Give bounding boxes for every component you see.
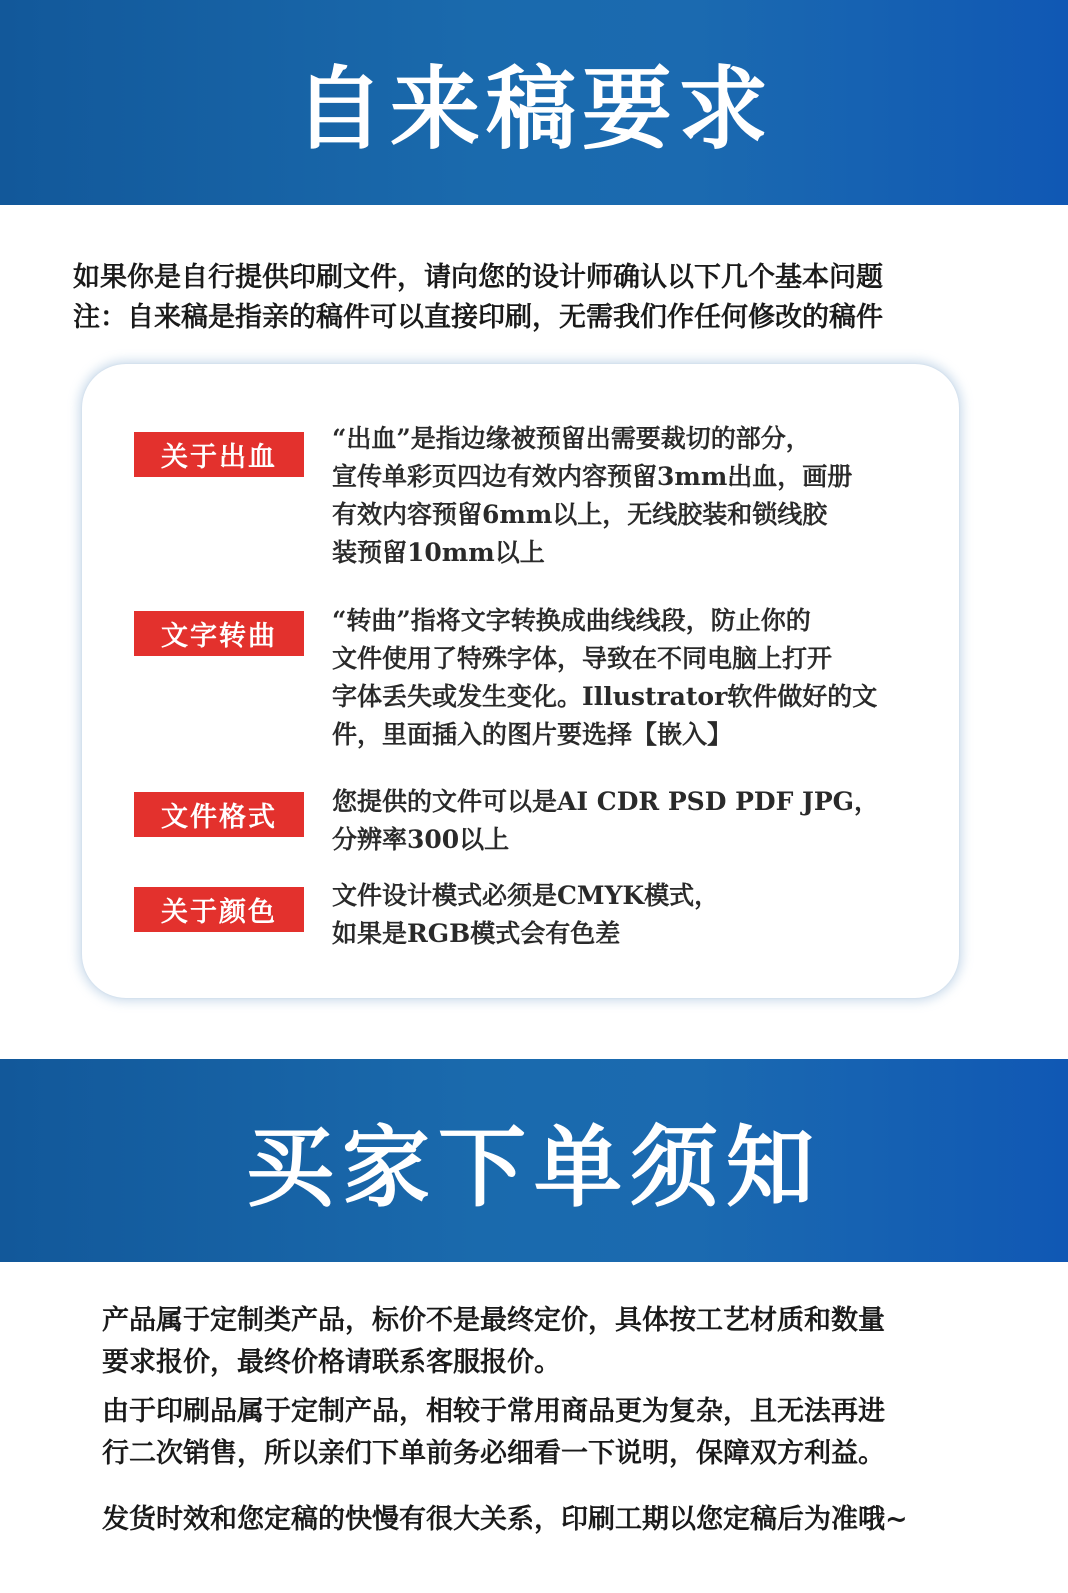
notice-line: 由于印刷品属于定制产品，相较于常用商品更为复杂，且无法再进 bbox=[102, 1396, 885, 1427]
requirement-desc-bleed bbox=[332, 420, 957, 572]
tag-bleed: 关于出血 bbox=[134, 432, 304, 477]
top-banner bbox=[0, 0, 1068, 205]
section-title-buyer-notice: 买家下单须知 bbox=[245, 1115, 822, 1219]
desc-line: 装预留10mm以上 bbox=[332, 538, 545, 567]
notice-line: 行二次销售，所以亲们下单前务必细看一下说明，保障双方利益。 bbox=[102, 1438, 885, 1469]
buyer-notes bbox=[102, 1300, 982, 1541]
desc-line: “转曲”指将文字转换成曲线线段，防止你的 bbox=[332, 606, 811, 635]
desc-line: 件，里面插入的图片要选择【嵌入】 bbox=[332, 720, 733, 749]
desc-line: 宣传单彩页四边有效内容预留3mm出血，画册 bbox=[332, 462, 853, 491]
notice-paragraph-shipping bbox=[102, 1499, 982, 1541]
tag-file-format: 文件格式 bbox=[134, 792, 304, 837]
desc-line: 您提供的文件可以是AI CDR PSD PDF JPG， bbox=[332, 787, 879, 816]
desc-line: 分辨率300以上 bbox=[332, 825, 510, 854]
requirements-card bbox=[82, 364, 959, 998]
requirement-desc-outline-text bbox=[332, 602, 957, 754]
intro-text bbox=[73, 258, 1003, 338]
notice-paragraph-custom bbox=[102, 1391, 982, 1475]
requirement-desc-color bbox=[332, 877, 957, 953]
tag-outline-text: 文字转曲 bbox=[134, 611, 304, 656]
desc-line: 文件设计模式必须是CMYK模式， bbox=[332, 881, 720, 910]
desc-line: 如果是RGB模式会有色差 bbox=[332, 919, 621, 948]
desc-line: 有效内容预留6mm以上，无线胶装和锁线胶 bbox=[332, 500, 828, 529]
notice-line: 发货时效和您定稿的快慢有很大关系，印刷工期以您定稿后为准哦~ bbox=[102, 1504, 908, 1535]
notice-line: 产品属于定制类产品，标价不是最终定价，具体按工艺材质和数量 bbox=[102, 1305, 885, 1336]
desc-line: 文件使用了特殊字体，导致在不同电脑上打开 bbox=[332, 644, 833, 673]
tag-color: 关于颜色 bbox=[134, 887, 304, 932]
notice-line: 要求报价，最终价格请联系客服报价。 bbox=[102, 1347, 561, 1378]
intro-line: 如果你是自行提供印刷文件，请向您的设计师确认以下几个基本问题 bbox=[73, 262, 883, 293]
intro-note-line: 注：自来稿是指亲的稿件可以直接印刷，无需我们作任何修改的稿件 bbox=[73, 302, 883, 333]
section-title-requirements: 自来稿要求 bbox=[294, 56, 774, 162]
requirement-desc-file-format bbox=[332, 783, 957, 859]
desc-line: 字体丢失或发生变化。Illustrator软件做好的文 bbox=[332, 682, 878, 711]
bottom-banner bbox=[0, 1059, 1068, 1262]
desc-line: “出血”是指边缘被预留出需要裁切的部分， bbox=[332, 424, 811, 453]
notice-paragraph-pricing bbox=[102, 1300, 982, 1384]
